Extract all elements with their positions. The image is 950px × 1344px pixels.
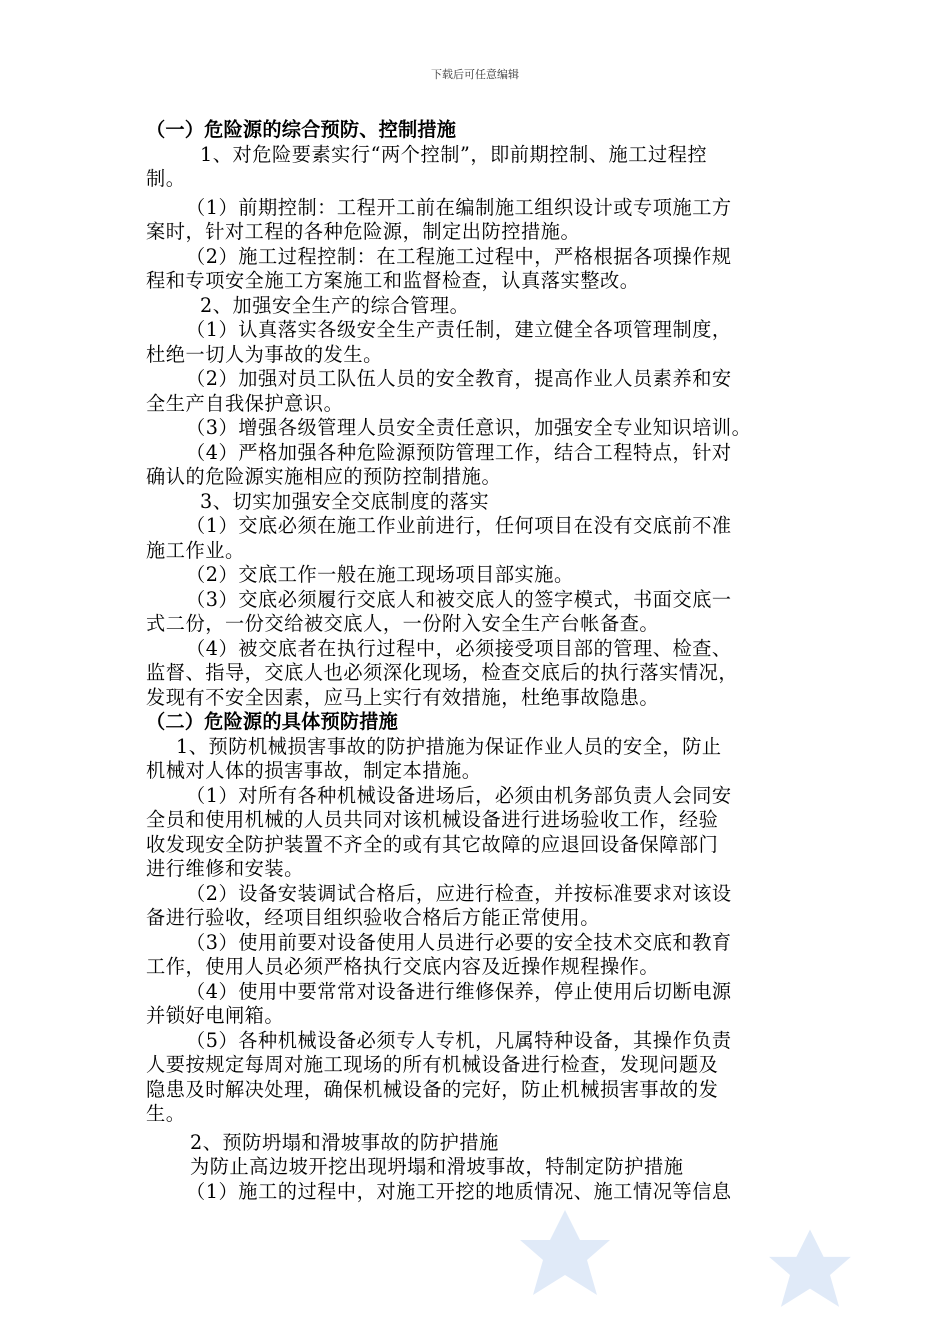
paragraph-line: （2）交底工作一般在施工现场项目部实施。 bbox=[186, 563, 574, 586]
paragraph-line: （2）加强对员工队伍人员的安全教育，提高作业人员素养和安 bbox=[186, 367, 732, 390]
paragraph-line: 杜绝一切人为事故的发生。 bbox=[146, 342, 383, 366]
paragraph-line: （1）对所有各种机械设备进场后，必须由机务部负责人会同安 bbox=[186, 783, 732, 807]
paragraph-line: 工作，使用人员必须严格执行交底内容及近操作规程操作。 bbox=[146, 955, 660, 978]
paragraph-line: （1）交底必须在施工作业前进行，任何项目在没有交底前不准 bbox=[186, 514, 732, 537]
paragraph-line: 进行维修和安装。 bbox=[146, 857, 304, 880]
paragraph-line: （3）使用前要对设备使用人员进行必要的安全技术交底和教育 bbox=[186, 930, 732, 954]
paragraph-line: 生。 bbox=[146, 1102, 186, 1125]
paragraph-line: 案时，针对工程的各种危险源，制定出防控措施。 bbox=[146, 220, 581, 243]
paragraph-line: 备进行验收，经项目组织验收合格后方能正常使用。 bbox=[146, 906, 600, 929]
paragraph-line: （1）前期控制：工程开工前在编制施工组织设计或专项施工方 bbox=[186, 195, 732, 219]
paragraph-line: （3）增强各级管理人员安全责任意识，加强安全专业知识培训。 bbox=[186, 416, 752, 439]
paragraph-line: 并锁好电闸箱。 bbox=[146, 1004, 285, 1027]
paragraph-line: 机械对人体的损害事故，制定本措施。 bbox=[146, 759, 482, 782]
section-heading: （二）危险源的具体预防措施 bbox=[146, 710, 399, 733]
paragraph-line: 程和专项安全施工方案施工和监督检查，认真落实整改。 bbox=[146, 269, 640, 292]
paragraph-line: 3、切实加强安全交底制度的落实 bbox=[200, 489, 490, 513]
paragraph-line: 施工作业。 bbox=[146, 538, 245, 562]
paragraph-line: 全生产自我保护意识。 bbox=[146, 391, 344, 415]
paragraph-line: 全员和使用机械的人员共同对该机械设备进行进场验收工作，经验 bbox=[146, 808, 719, 831]
paragraph-line: 人要按规定每周对施工现场的所有机械设备进行检查，发现问题及 bbox=[146, 1053, 719, 1076]
paragraph-line: （2）设备安装调试合格后，应进行检查，并按标准要求对该设 bbox=[186, 881, 732, 905]
paragraph-line: 2、预防坍塌和滑坡事故的防护措施 bbox=[190, 1130, 499, 1154]
paragraph-line: （2）施工过程控制：在工程施工过程中，严格根据各项操作规 bbox=[186, 244, 732, 268]
paragraph-line: 式二份，一份交给被交底人，一份附入安全生产台帐备查。 bbox=[146, 612, 660, 635]
watermark-logo-icon bbox=[755, 1225, 865, 1325]
paragraph-line: 确认的危险源实施相应的预防控制措施。 bbox=[146, 465, 502, 488]
paragraph-line: 制。 bbox=[146, 167, 186, 190]
paragraph-line: 监督、指导，交底人也必须深化现场，检查交底后的执行落实情况， bbox=[146, 661, 739, 684]
paragraph-line: （5）各种机械设备必须专人专机，凡属特种设备，其操作负责 bbox=[186, 1028, 732, 1052]
section-heading: （一）危险源的综合预防、控制措施 bbox=[146, 118, 457, 141]
paragraph-line: （4）被交底者在执行过程中，必须接受项目部的管理、检查、 bbox=[186, 636, 732, 660]
document-body bbox=[146, 118, 814, 1204]
paragraph-line: 2、加强安全生产的综合管理。 bbox=[200, 293, 470, 317]
page-header: 下载后可任意编辑 bbox=[431, 68, 519, 81]
paragraph-line: （3）交底必须履行交底人和被交底人的签字模式，书面交底一 bbox=[186, 587, 732, 611]
paragraph-line: 发现有不安全因素，应马上实行有效措施，杜绝事故隐患。 bbox=[146, 685, 660, 709]
watermark-logo-icon bbox=[505, 1205, 625, 1315]
paragraph-line: （1）认真落实各级安全生产责任制，建立健全各项管理制度， bbox=[186, 318, 732, 341]
paragraph-line: 收发现安全防护装置不齐全的或有其它故障的应退回设备保障部门 bbox=[146, 832, 719, 856]
paragraph-line: 1、对危险要素实行“两个控制”，即前期控制、施工过程控 bbox=[200, 142, 708, 166]
paragraph-line: 为防止高边坡开挖出现坍塌和滑坡事故，特制定防护措施 bbox=[190, 1155, 684, 1178]
paragraph-line: （4）严格加强各种危险源预防管理工作，结合工程特点，针对 bbox=[186, 440, 732, 464]
paragraph-line: 隐患及时解决处理，确保机械设备的完好，防止机械损害事故的发 bbox=[146, 1077, 719, 1101]
paragraph-line: （4）使用中要常常对设备进行维修保养，停止使用后切断电源 bbox=[186, 979, 732, 1003]
paragraph-line: 1、预防机械损害事故的防护措施为保证作业人员的安全，防止 bbox=[176, 734, 722, 758]
paragraph-line: （1）施工的过程中，对施工开挖的地质情况、施工情况等信息 bbox=[186, 1179, 732, 1203]
